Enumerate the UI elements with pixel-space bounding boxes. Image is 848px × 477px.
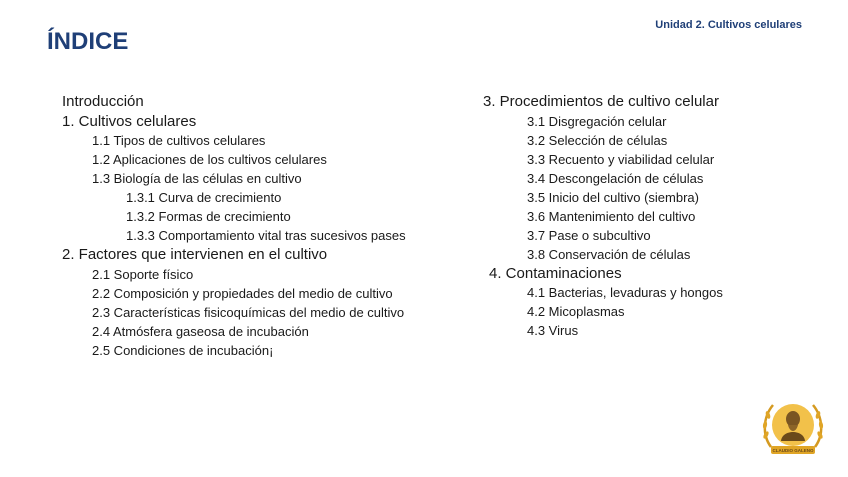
index-entry: 3.6 Mantenimiento del cultivo [527,208,696,224]
index-entry: 1.1 Tipos de cultivos celulares [92,133,266,148]
index-entry: Introducción [62,93,144,110]
index-entry: 2.3 Características fisicoquímicas del medio de cultivo [92,304,405,320]
claudio-galeno-logo [757,395,829,461]
index-entry: 2.2 Composición y propiedades del medio de cultivo [92,285,393,301]
index-entry: 1.2 Aplicaciones de los cultivos celulares [92,152,327,167]
index-entry: 3. Procedimientos de cultivo celular [483,93,719,110]
index-entry: 2. Factores que intervienen en el cultivo [62,246,328,263]
index-entry: 2.1 Soporte físico [92,266,194,282]
index-entry: 4. Contaminaciones [489,264,622,282]
unit-label: Unidad 2. Cultivos celulares [655,19,802,31]
index-entry: 1.3.3 Comportamiento vital tras sucesivos pases [126,228,406,243]
index-entry: 4.1 Bacterias, levaduras y hongos [527,285,723,300]
index-entry: 2.5 Condiciones de incubación¡ [92,342,274,358]
index-entry: 1.3 Biología de las células en cultivo [92,171,302,186]
index-column-right [483,92,723,340]
logo-banner-text: CLAUDIO GALENO [772,448,814,453]
index-entry: 3.5 Inicio del cultivo (siembra) [527,189,699,205]
index-entry: 3.4 Descongelación de células [527,170,704,186]
index-entry: 3.2 Selección de células [527,132,668,148]
page-title: ÍNDICE [47,28,129,55]
index-entry: 3.7 Pase o subcultivo [527,227,651,243]
index-entry: 3.3 Recuento y viabilidad celular [527,151,715,167]
index-entry: 1.3.1 Curva de crecimiento [126,190,282,205]
index-entry: 4.2 Micoplasmas [527,304,625,319]
index-entry: 1.3.2 Formas de crecimiento [126,209,291,224]
index-entry: 4.3 Virus [527,323,579,338]
index-entry: 3.1 Disgregación celular [527,113,667,129]
index-entry: 1. Cultivos celulares [62,112,197,130]
index-entry: 3.8 Conservación de células [527,246,691,262]
index-entry: 2.4 Atmósfera gaseosa de incubación [92,323,309,339]
index-column-left [62,92,406,360]
